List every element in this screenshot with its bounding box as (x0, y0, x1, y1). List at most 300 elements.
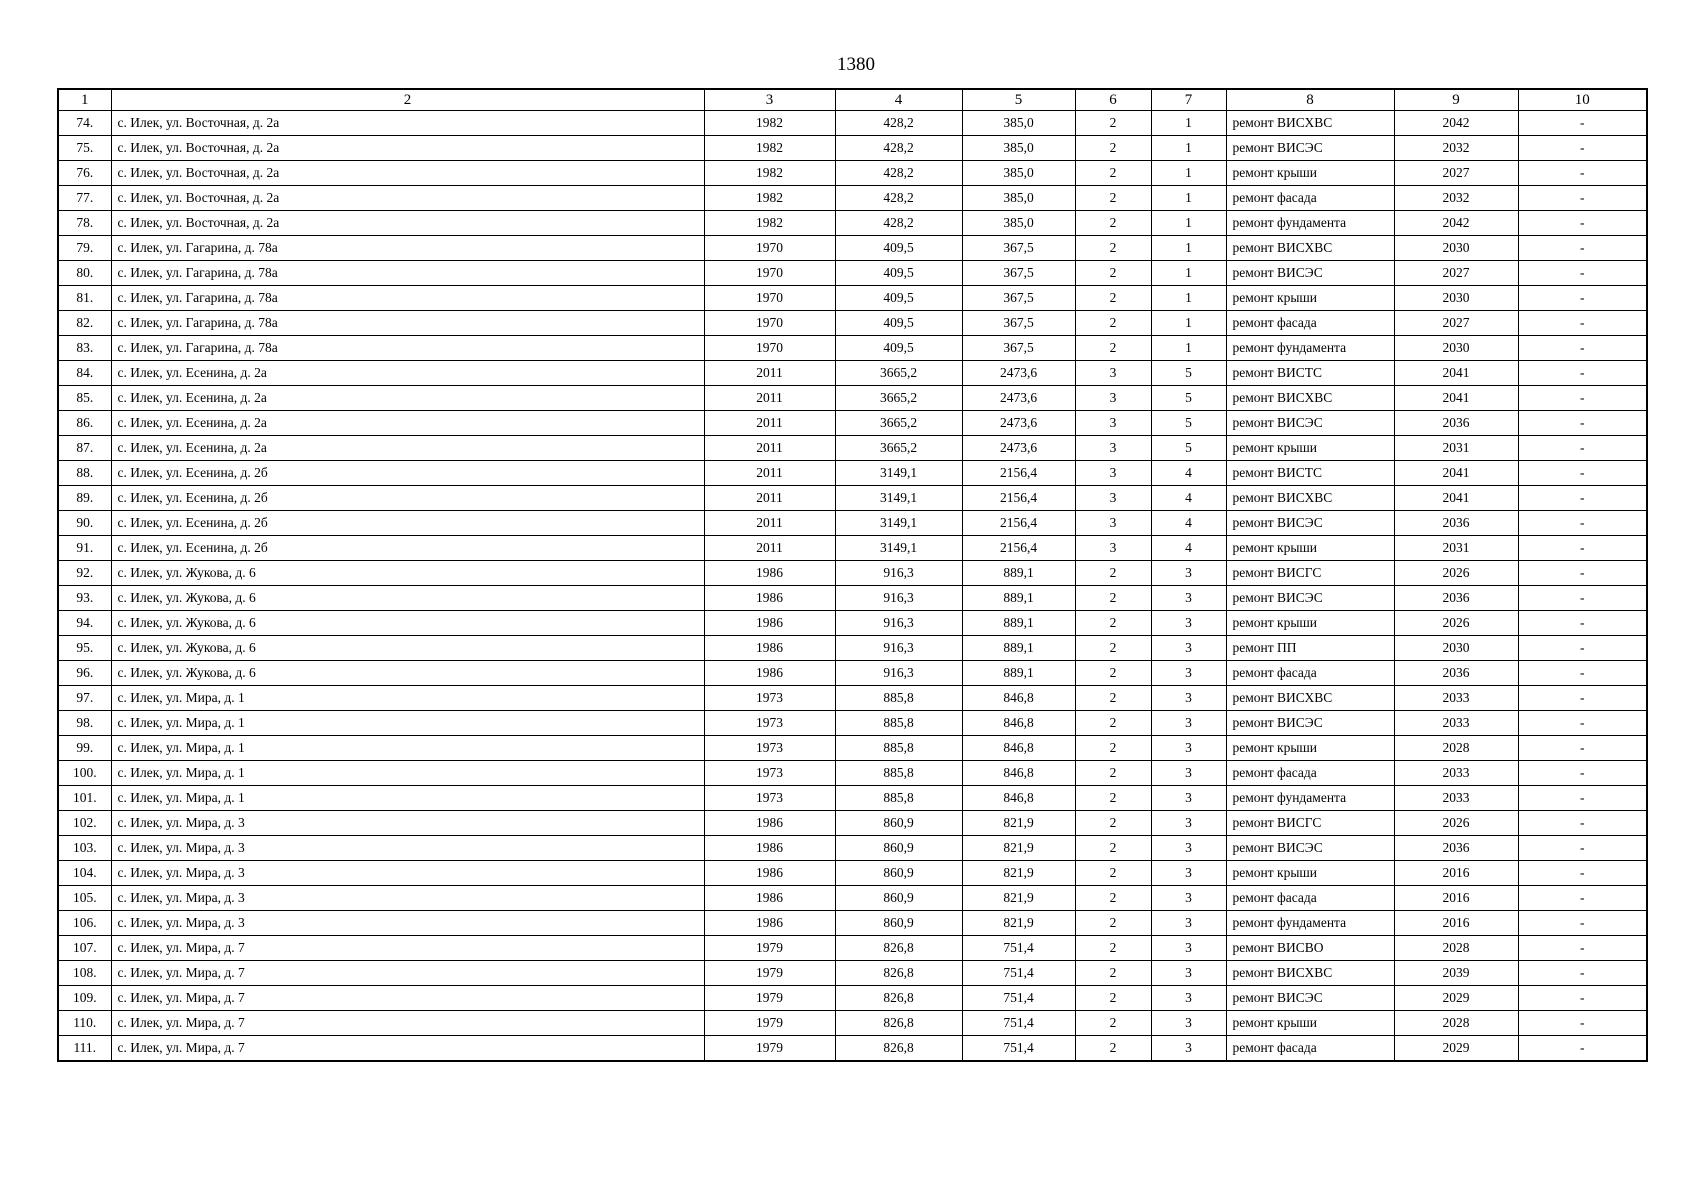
build-year-cell: 1973 (704, 761, 835, 786)
living-area-cell: 821,9 (962, 886, 1075, 911)
address-cell: с. Илек, ул. Мира, д. 1 (111, 736, 704, 761)
living-area-cell: 889,1 (962, 611, 1075, 636)
build-year-cell: 1986 (704, 611, 835, 636)
entrances-cell: 3 (1151, 986, 1226, 1011)
table-row (58, 1036, 1647, 1062)
build-year-cell: 2011 (704, 486, 835, 511)
work-type-cell: ремонт ПП (1226, 636, 1394, 661)
address-cell: с. Илек, ул. Гагарина, д. 78а (111, 336, 704, 361)
table-row (58, 561, 1647, 586)
address-cell: с. Илек, ул. Мира, д. 7 (111, 961, 704, 986)
address-cell: с. Илек, ул. Есенина, д. 2а (111, 436, 704, 461)
work-type-cell: ремонт фундамента (1226, 336, 1394, 361)
row-number-cell: 90. (58, 511, 111, 536)
note-cell: - (1518, 711, 1647, 736)
entrances-cell: 3 (1151, 836, 1226, 861)
row-number-cell: 102. (58, 811, 111, 836)
floors-cell: 2 (1075, 1011, 1151, 1036)
address-cell: с. Илек, ул. Жукова, д. 6 (111, 611, 704, 636)
table-row (58, 161, 1647, 186)
column-header: 9 (1394, 89, 1518, 111)
note-cell: - (1518, 836, 1647, 861)
note-cell: - (1518, 936, 1647, 961)
column-header: 2 (111, 89, 704, 111)
planned-year-cell: 2016 (1394, 886, 1518, 911)
row-number-cell: 101. (58, 786, 111, 811)
planned-year-cell: 2041 (1394, 386, 1518, 411)
row-number-cell: 93. (58, 586, 111, 611)
address-cell: с. Илек, ул. Восточная, д. 2а (111, 136, 704, 161)
build-year-cell: 1982 (704, 211, 835, 236)
total-area-cell: 860,9 (835, 836, 962, 861)
entrances-cell: 3 (1151, 561, 1226, 586)
address-cell: с. Илек, ул. Гагарина, д. 78а (111, 261, 704, 286)
planned-year-cell: 2016 (1394, 861, 1518, 886)
living-area-cell: 846,8 (962, 686, 1075, 711)
note-cell: - (1518, 961, 1647, 986)
floors-cell: 2 (1075, 661, 1151, 686)
row-number-cell: 75. (58, 136, 111, 161)
total-area-cell: 860,9 (835, 886, 962, 911)
planned-year-cell: 2030 (1394, 286, 1518, 311)
total-area-cell: 3149,1 (835, 536, 962, 561)
row-number-cell: 103. (58, 836, 111, 861)
table-row (58, 961, 1647, 986)
address-cell: с. Илек, ул. Гагарина, д. 78а (111, 286, 704, 311)
total-area-cell: 3149,1 (835, 511, 962, 536)
living-area-cell: 846,8 (962, 786, 1075, 811)
work-type-cell: ремонт крыши (1226, 1011, 1394, 1036)
table-row (58, 236, 1647, 261)
table-row (58, 736, 1647, 761)
work-type-cell: ремонт фасада (1226, 886, 1394, 911)
entrances-cell: 3 (1151, 661, 1226, 686)
work-type-cell: ремонт крыши (1226, 861, 1394, 886)
planned-year-cell: 2033 (1394, 761, 1518, 786)
table-row (58, 836, 1647, 861)
living-area-cell: 367,5 (962, 236, 1075, 261)
build-year-cell: 1986 (704, 836, 835, 861)
floors-cell: 2 (1075, 211, 1151, 236)
total-area-cell: 428,2 (835, 211, 962, 236)
row-number-cell: 82. (58, 311, 111, 336)
work-type-cell: ремонт ВИСХВС (1226, 386, 1394, 411)
living-area-cell: 751,4 (962, 1011, 1075, 1036)
entrances-cell: 5 (1151, 436, 1226, 461)
address-cell: с. Илек, ул. Мира, д. 7 (111, 1011, 704, 1036)
row-number-cell: 96. (58, 661, 111, 686)
table-row (58, 1011, 1647, 1036)
note-cell: - (1518, 886, 1647, 911)
build-year-cell: 1970 (704, 236, 835, 261)
column-header: 5 (962, 89, 1075, 111)
total-area-cell: 428,2 (835, 161, 962, 186)
row-number-cell: 107. (58, 936, 111, 961)
work-type-cell: ремонт ВИСГС (1226, 561, 1394, 586)
entrances-cell: 3 (1151, 686, 1226, 711)
build-year-cell: 1982 (704, 111, 835, 136)
total-area-cell: 885,8 (835, 711, 962, 736)
planned-year-cell: 2041 (1394, 361, 1518, 386)
column-header: 7 (1151, 89, 1226, 111)
build-year-cell: 1973 (704, 686, 835, 711)
work-type-cell: ремонт ВИСЭС (1226, 586, 1394, 611)
entrances-cell: 3 (1151, 811, 1226, 836)
total-area-cell: 409,5 (835, 261, 962, 286)
build-year-cell: 1986 (704, 561, 835, 586)
total-area-cell: 3665,2 (835, 386, 962, 411)
address-cell: с. Илек, ул. Есенина, д. 2б (111, 461, 704, 486)
living-area-cell: 751,4 (962, 936, 1075, 961)
living-area-cell: 751,4 (962, 986, 1075, 1011)
repair-schedule-table (57, 88, 1648, 1062)
living-area-cell: 821,9 (962, 836, 1075, 861)
note-cell: - (1518, 1036, 1647, 1062)
planned-year-cell: 2036 (1394, 511, 1518, 536)
build-year-cell: 1973 (704, 786, 835, 811)
build-year-cell: 1970 (704, 311, 835, 336)
floors-cell: 2 (1075, 186, 1151, 211)
total-area-cell: 3149,1 (835, 461, 962, 486)
address-cell: с. Илек, ул. Мира, д. 7 (111, 986, 704, 1011)
entrances-cell: 4 (1151, 486, 1226, 511)
entrances-cell: 4 (1151, 536, 1226, 561)
row-number-cell: 88. (58, 461, 111, 486)
build-year-cell: 1986 (704, 911, 835, 936)
note-cell: - (1518, 586, 1647, 611)
table-row (58, 436, 1647, 461)
planned-year-cell: 2027 (1394, 311, 1518, 336)
row-number-cell: 79. (58, 236, 111, 261)
planned-year-cell: 2016 (1394, 911, 1518, 936)
planned-year-cell: 2026 (1394, 811, 1518, 836)
planned-year-cell: 2042 (1394, 111, 1518, 136)
table-row (58, 311, 1647, 336)
work-type-cell: ремонт ВИСЭС (1226, 836, 1394, 861)
floors-cell: 2 (1075, 761, 1151, 786)
living-area-cell: 751,4 (962, 961, 1075, 986)
planned-year-cell: 2028 (1394, 936, 1518, 961)
floors-cell: 2 (1075, 736, 1151, 761)
floors-cell: 3 (1075, 486, 1151, 511)
entrances-cell: 3 (1151, 736, 1226, 761)
row-number-cell: 109. (58, 986, 111, 1011)
floors-cell: 2 (1075, 711, 1151, 736)
table-row (58, 861, 1647, 886)
note-cell: - (1518, 636, 1647, 661)
planned-year-cell: 2030 (1394, 336, 1518, 361)
address-cell: с. Илек, ул. Жукова, д. 6 (111, 586, 704, 611)
row-number-cell: 97. (58, 686, 111, 711)
row-number-cell: 106. (58, 911, 111, 936)
floors-cell: 2 (1075, 961, 1151, 986)
row-number-cell: 94. (58, 611, 111, 636)
row-number-cell: 87. (58, 436, 111, 461)
address-cell: с. Илек, ул. Восточная, д. 2а (111, 161, 704, 186)
living-area-cell: 2473,6 (962, 411, 1075, 436)
row-number-cell: 81. (58, 286, 111, 311)
build-year-cell: 1986 (704, 586, 835, 611)
living-area-cell: 385,0 (962, 136, 1075, 161)
entrances-cell: 1 (1151, 211, 1226, 236)
planned-year-cell: 2036 (1394, 836, 1518, 861)
address-cell: с. Илек, ул. Восточная, д. 2а (111, 186, 704, 211)
floors-cell: 2 (1075, 336, 1151, 361)
row-number-cell: 85. (58, 386, 111, 411)
address-cell: с. Илек, ул. Мира, д. 3 (111, 886, 704, 911)
address-cell: с. Илек, ул. Мира, д. 3 (111, 811, 704, 836)
build-year-cell: 2011 (704, 461, 835, 486)
floors-cell: 2 (1075, 236, 1151, 261)
entrances-cell: 1 (1151, 186, 1226, 211)
note-cell: - (1518, 336, 1647, 361)
work-type-cell: ремонт ВИСЭС (1226, 411, 1394, 436)
living-area-cell: 889,1 (962, 561, 1075, 586)
total-area-cell: 409,5 (835, 336, 962, 361)
table-row (58, 786, 1647, 811)
build-year-cell: 1986 (704, 636, 835, 661)
table-row (58, 761, 1647, 786)
row-number-cell: 104. (58, 861, 111, 886)
address-cell: с. Илек, ул. Гагарина, д. 78а (111, 311, 704, 336)
note-cell: - (1518, 411, 1647, 436)
row-number-cell: 111. (58, 1036, 111, 1062)
planned-year-cell: 2036 (1394, 586, 1518, 611)
row-number-cell: 77. (58, 186, 111, 211)
entrances-cell: 3 (1151, 886, 1226, 911)
living-area-cell: 821,9 (962, 911, 1075, 936)
column-header: 10 (1518, 89, 1647, 111)
floors-cell: 2 (1075, 586, 1151, 611)
work-type-cell: ремонт крыши (1226, 286, 1394, 311)
total-area-cell: 409,5 (835, 236, 962, 261)
living-area-cell: 846,8 (962, 711, 1075, 736)
floors-cell: 2 (1075, 886, 1151, 911)
total-area-cell: 885,8 (835, 786, 962, 811)
note-cell: - (1518, 161, 1647, 186)
floors-cell: 2 (1075, 686, 1151, 711)
entrances-cell: 1 (1151, 311, 1226, 336)
row-number-cell: 108. (58, 961, 111, 986)
table-row (58, 486, 1647, 511)
work-type-cell: ремонт фасада (1226, 311, 1394, 336)
entrances-cell: 3 (1151, 861, 1226, 886)
build-year-cell: 1982 (704, 186, 835, 211)
note-cell: - (1518, 461, 1647, 486)
work-type-cell: ремонт крыши (1226, 536, 1394, 561)
total-area-cell: 3665,2 (835, 361, 962, 386)
entrances-cell: 3 (1151, 611, 1226, 636)
address-cell: с. Илек, ул. Есенина, д. 2б (111, 511, 704, 536)
work-type-cell: ремонт фасада (1226, 1036, 1394, 1062)
living-area-cell: 385,0 (962, 211, 1075, 236)
floors-cell: 2 (1075, 936, 1151, 961)
address-cell: с. Илек, ул. Есенина, д. 2а (111, 411, 704, 436)
row-number-cell: 98. (58, 711, 111, 736)
planned-year-cell: 2032 (1394, 136, 1518, 161)
build-year-cell: 1973 (704, 736, 835, 761)
work-type-cell: ремонт ВИСЭС (1226, 986, 1394, 1011)
living-area-cell: 2473,6 (962, 386, 1075, 411)
note-cell: - (1518, 111, 1647, 136)
total-area-cell: 860,9 (835, 861, 962, 886)
row-number-cell: 105. (58, 886, 111, 911)
table-row (58, 936, 1647, 961)
note-cell: - (1518, 211, 1647, 236)
work-type-cell: ремонт фундамента (1226, 211, 1394, 236)
living-area-cell: 889,1 (962, 661, 1075, 686)
planned-year-cell: 2028 (1394, 1011, 1518, 1036)
table-body (58, 111, 1647, 1062)
total-area-cell: 916,3 (835, 586, 962, 611)
planned-year-cell: 2029 (1394, 1036, 1518, 1062)
entrances-cell: 1 (1151, 161, 1226, 186)
floors-cell: 2 (1075, 986, 1151, 1011)
planned-year-cell: 2041 (1394, 461, 1518, 486)
table-row (58, 811, 1647, 836)
entrances-cell: 3 (1151, 1036, 1226, 1062)
address-cell: с. Илек, ул. Мира, д. 3 (111, 911, 704, 936)
total-area-cell: 916,3 (835, 661, 962, 686)
entrances-cell: 3 (1151, 961, 1226, 986)
work-type-cell: ремонт крыши (1226, 736, 1394, 761)
total-area-cell: 885,8 (835, 736, 962, 761)
address-cell: с. Илек, ул. Мира, д. 7 (111, 936, 704, 961)
row-number-cell: 83. (58, 336, 111, 361)
note-cell: - (1518, 311, 1647, 336)
note-cell: - (1518, 486, 1647, 511)
table-row (58, 661, 1647, 686)
note-cell: - (1518, 911, 1647, 936)
total-area-cell: 916,3 (835, 611, 962, 636)
total-area-cell: 3665,2 (835, 411, 962, 436)
floors-cell: 2 (1075, 561, 1151, 586)
build-year-cell: 1970 (704, 286, 835, 311)
build-year-cell: 1986 (704, 861, 835, 886)
address-cell: с. Илек, ул. Гагарина, д. 78а (111, 236, 704, 261)
total-area-cell: 409,5 (835, 311, 962, 336)
entrances-cell: 3 (1151, 711, 1226, 736)
note-cell: - (1518, 436, 1647, 461)
work-type-cell: ремонт ВИСЭС (1226, 261, 1394, 286)
note-cell: - (1518, 861, 1647, 886)
build-year-cell: 1982 (704, 161, 835, 186)
total-area-cell: 826,8 (835, 936, 962, 961)
build-year-cell: 2011 (704, 436, 835, 461)
total-area-cell: 3665,2 (835, 436, 962, 461)
work-type-cell: ремонт фасада (1226, 761, 1394, 786)
entrances-cell: 3 (1151, 636, 1226, 661)
floors-cell: 2 (1075, 136, 1151, 161)
entrances-cell: 4 (1151, 461, 1226, 486)
build-year-cell: 2011 (704, 386, 835, 411)
build-year-cell: 1979 (704, 986, 835, 1011)
total-area-cell: 885,8 (835, 761, 962, 786)
planned-year-cell: 2033 (1394, 711, 1518, 736)
address-cell: с. Илек, ул. Есенина, д. 2а (111, 361, 704, 386)
living-area-cell: 2156,4 (962, 461, 1075, 486)
table-row (58, 286, 1647, 311)
living-area-cell: 2156,4 (962, 536, 1075, 561)
living-area-cell: 367,5 (962, 311, 1075, 336)
floors-cell: 2 (1075, 861, 1151, 886)
planned-year-cell: 2036 (1394, 411, 1518, 436)
floors-cell: 2 (1075, 636, 1151, 661)
total-area-cell: 826,8 (835, 1036, 962, 1062)
planned-year-cell: 2031 (1394, 436, 1518, 461)
work-type-cell: ремонт крыши (1226, 436, 1394, 461)
work-type-cell: ремонт фасада (1226, 186, 1394, 211)
total-area-cell: 860,9 (835, 811, 962, 836)
build-year-cell: 1979 (704, 1011, 835, 1036)
column-number-header-row (58, 89, 1647, 111)
column-header: 8 (1226, 89, 1394, 111)
total-area-cell: 826,8 (835, 1011, 962, 1036)
entrances-cell: 1 (1151, 261, 1226, 286)
note-cell: - (1518, 361, 1647, 386)
floors-cell: 3 (1075, 386, 1151, 411)
address-cell: с. Илек, ул. Жукова, д. 6 (111, 636, 704, 661)
living-area-cell: 367,5 (962, 286, 1075, 311)
build-year-cell: 1979 (704, 961, 835, 986)
floors-cell: 2 (1075, 161, 1151, 186)
entrances-cell: 1 (1151, 286, 1226, 311)
work-type-cell: ремонт ВИСВО (1226, 936, 1394, 961)
build-year-cell: 1986 (704, 661, 835, 686)
build-year-cell: 2011 (704, 536, 835, 561)
note-cell: - (1518, 736, 1647, 761)
living-area-cell: 2156,4 (962, 486, 1075, 511)
entrances-cell: 3 (1151, 761, 1226, 786)
build-year-cell: 2011 (704, 361, 835, 386)
note-cell: - (1518, 661, 1647, 686)
entrances-cell: 3 (1151, 586, 1226, 611)
floors-cell: 3 (1075, 436, 1151, 461)
build-year-cell: 1982 (704, 136, 835, 161)
total-area-cell: 409,5 (835, 286, 962, 311)
planned-year-cell: 2030 (1394, 636, 1518, 661)
living-area-cell: 751,4 (962, 1036, 1075, 1062)
living-area-cell: 889,1 (962, 586, 1075, 611)
table-row (58, 186, 1647, 211)
table-row (58, 411, 1647, 436)
work-type-cell: ремонт крыши (1226, 161, 1394, 186)
floors-cell: 2 (1075, 611, 1151, 636)
total-area-cell: 428,2 (835, 111, 962, 136)
floors-cell: 2 (1075, 811, 1151, 836)
living-area-cell: 821,9 (962, 861, 1075, 886)
living-area-cell: 385,0 (962, 111, 1075, 136)
floors-cell: 3 (1075, 361, 1151, 386)
note-cell: - (1518, 136, 1647, 161)
living-area-cell: 367,5 (962, 336, 1075, 361)
row-number-cell: 99. (58, 736, 111, 761)
work-type-cell: ремонт ВИСХВС (1226, 486, 1394, 511)
table-row (58, 886, 1647, 911)
note-cell: - (1518, 511, 1647, 536)
table-row (58, 386, 1647, 411)
floors-cell: 2 (1075, 286, 1151, 311)
build-year-cell: 1986 (704, 811, 835, 836)
planned-year-cell: 2041 (1394, 486, 1518, 511)
address-cell: с. Илек, ул. Мира, д. 3 (111, 836, 704, 861)
work-type-cell: ремонт ВИСЭС (1226, 511, 1394, 536)
address-cell: с. Илек, ул. Мира, д. 1 (111, 686, 704, 711)
floors-cell: 3 (1075, 461, 1151, 486)
planned-year-cell: 2031 (1394, 536, 1518, 561)
living-area-cell: 385,0 (962, 186, 1075, 211)
work-type-cell: ремонт ВИСХВС (1226, 111, 1394, 136)
